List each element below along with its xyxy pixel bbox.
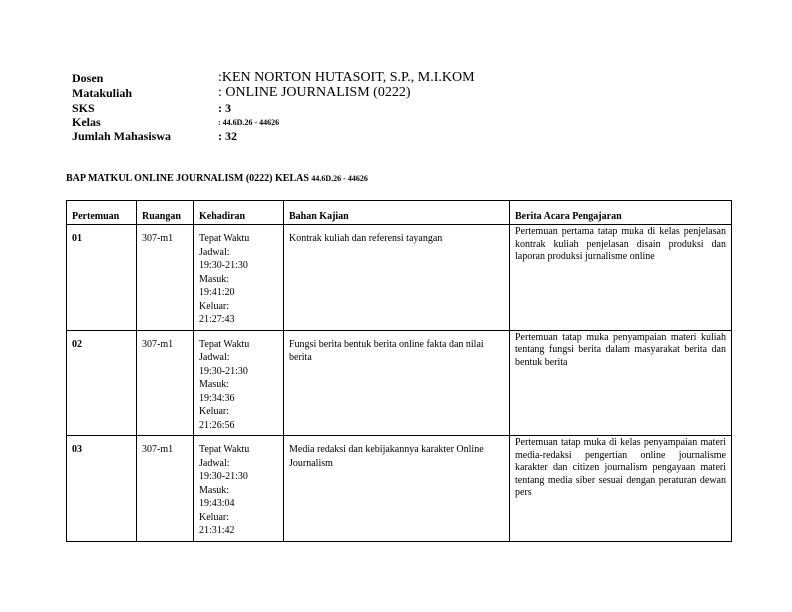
- cell-pertemuan: 02: [67, 330, 137, 436]
- cell-ruangan: 307-m1: [137, 225, 194, 331]
- cell-kehadiran: [194, 330, 284, 436]
- dosen-value: :KEN NORTON HUTASOIT, S.P., M.I.KOM: [218, 70, 475, 85]
- kehadiran-masuk-label: Masuk:: [199, 273, 229, 285]
- kehadiran-keluar-value: 21:26:56: [199, 419, 235, 431]
- header-bahan-kajian: Bahan Kajian: [284, 201, 510, 225]
- kehadiran-masuk-value: 19:43:04: [199, 498, 235, 509]
- kehadiran-jadwal-label: Jadwal:: [199, 246, 230, 258]
- bap-heading-text: BAP MATKUL ONLINE JOURNALISM (0222) KELAS: [66, 173, 312, 184]
- table-header-row: [67, 201, 732, 225]
- header-kehadiran: Kehadiran: [194, 201, 284, 225]
- dosen-label: Dosen: [72, 71, 104, 85]
- jumlah-label: Jumlah Mahasiswa: [72, 129, 172, 143]
- kehadiran-masuk-value: 19:41:20: [199, 287, 235, 298]
- kehadiran-keluar-value: 21:27:43: [199, 314, 235, 325]
- cell-berita-acara: Pertemuan pertama tatap muka di kelas penjelasan kontrak kuliah penjelasan disain produksi dan laporan produksi jurnalisme online: [510, 225, 732, 331]
- header-ruangan: Ruangan: [137, 201, 194, 225]
- table-row: [67, 436, 732, 542]
- table-row: [67, 225, 732, 331]
- matakuliah-value: : ONLINE JOURNALISM (0222): [218, 85, 411, 100]
- cell-kehadiran: [194, 225, 284, 331]
- cell-bahan-kajian: Fungsi berita bentuk berita online fakta dan nilai berita: [284, 330, 510, 436]
- sks-value: : 3: [218, 101, 231, 115]
- header-berita-acara: Berita Acara Pengajaran: [510, 201, 732, 225]
- cell-berita-acara: Pertemuan tatap muka penyampaian materi kuliah tentang fungsi berita dalam masyarakat berita dan bentuk berita: [510, 330, 732, 436]
- cell-bahan-kajian: Kontrak kuliah dan referensi tayangan: [284, 225, 510, 331]
- kehadiran-status: Tepat Waktu: [199, 233, 250, 244]
- kehadiran-masuk-label: Masuk:: [199, 379, 229, 390]
- kehadiran-keluar-label: Keluar:: [199, 511, 229, 523]
- header-pertemuan: Pertemuan: [67, 201, 137, 225]
- kehadiran-keluar-label: Keluar:: [199, 300, 229, 312]
- kelas-label: Kelas: [72, 115, 101, 129]
- bap-heading-kelas: 44.6D.26 - 44626: [311, 174, 368, 183]
- cell-bahan-kajian: Media redaksi dan kebijakannya karakter Online Journalism: [284, 436, 510, 542]
- cell-berita-acara: Pertemuan tatap muka di kelas penyampaian materi media-redaksi pengertian online journalisme karakter dan citizen journalism pengayaan materi tentang media siber sesuai dengan peraturan dewan pers: [510, 436, 732, 542]
- kehadiran-keluar-label: Keluar:: [199, 406, 229, 417]
- cell-kehadiran: [194, 436, 284, 542]
- cell-ruangan: 307-m1: [137, 436, 194, 542]
- kehadiran-masuk-value: 19:34:36: [199, 392, 235, 404]
- kehadiran-status: Tepat Waktu: [199, 444, 250, 455]
- bap-heading: [66, 173, 368, 184]
- kehadiran-jadwal-value: 19:30-21:30: [199, 365, 248, 377]
- table-row: [67, 330, 732, 436]
- kehadiran-jadwal-label: Jadwal:: [199, 352, 230, 363]
- bap-table: [66, 200, 732, 542]
- kehadiran-jadwal-value: 19:30-21:30: [199, 471, 248, 482]
- cell-pertemuan: 01: [67, 225, 137, 331]
- kehadiran-status: Tepat Waktu: [199, 338, 250, 350]
- kehadiran-masuk-label: Masuk:: [199, 484, 229, 496]
- kehadiran-keluar-value: 21:31:42: [199, 525, 235, 536]
- kehadiran-jadwal-label: Jadwal:: [199, 457, 230, 469]
- kehadiran-jadwal-value: 19:30-21:30: [199, 260, 248, 271]
- cell-pertemuan: 03: [67, 436, 137, 542]
- sks-label: SKS: [72, 101, 95, 115]
- kelas-value: : 44.6D.26 - 44626: [218, 118, 280, 127]
- cell-ruangan: 307-m1: [137, 330, 194, 436]
- matakuliah-label: Matakuliah: [72, 86, 133, 100]
- jumlah-value: : 32: [218, 129, 237, 143]
